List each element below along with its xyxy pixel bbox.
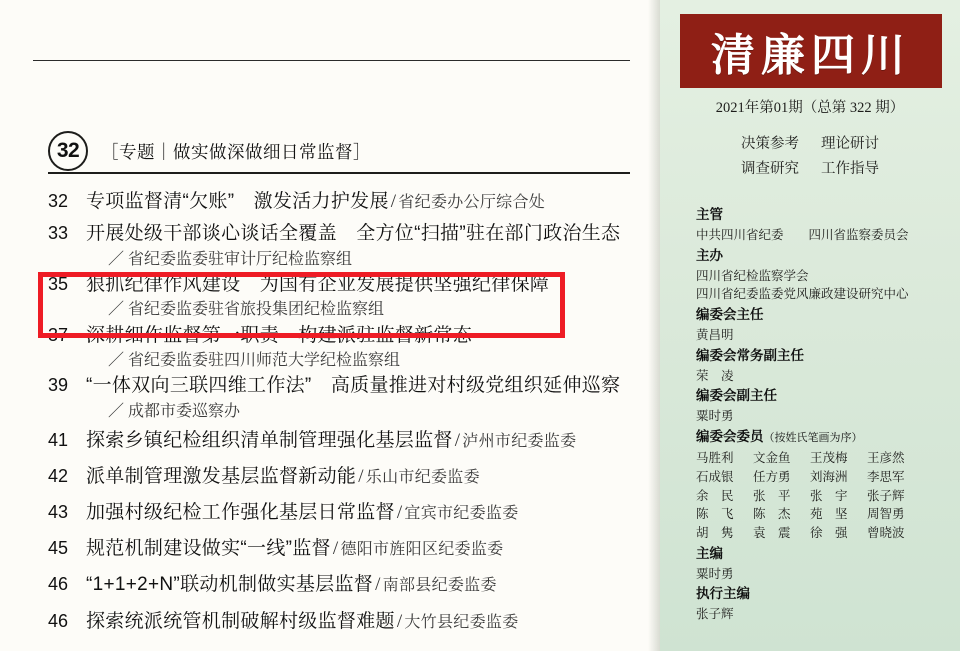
entry-subsource: ／ 省纪委监委驻四川师范大学纪检监察组: [108, 352, 401, 370]
imprint-section: [696, 346, 946, 386]
entry-title: [86, 495, 519, 531]
contents-entry[interactable]: [48, 423, 638, 459]
imprint-name: 陈 杰: [753, 507, 791, 522]
entry-separator: /: [454, 430, 461, 452]
entry-page-number: 41: [48, 430, 69, 451]
imprint-block: [696, 205, 946, 625]
entry-title-text: 狠抓纪律作风建设 为国有企业发展提供坚强纪律保障: [86, 273, 550, 295]
entry-page-number: 35: [48, 273, 69, 294]
entry-subsource: ／ 成都市委巡察办: [108, 402, 241, 420]
entry-title: [86, 604, 519, 640]
imprint-name: 陈 飞: [696, 507, 734, 522]
imprint-name: 张 宇: [810, 488, 848, 503]
column-list: [660, 132, 960, 183]
imprint-name-row: [696, 487, 946, 506]
entry-page-number: 42: [48, 466, 69, 487]
column-name[interactable]: 理论研讨: [821, 136, 879, 152]
column-name[interactable]: 工作指导: [821, 161, 879, 178]
entry-page-number: 37: [48, 324, 69, 345]
imprint-heading-text: 主编: [696, 545, 723, 561]
entry-title: [86, 372, 620, 400]
imprint-heading: [696, 205, 946, 226]
entry-title: [86, 184, 545, 220]
imprint-name: 胡 隽: [696, 526, 734, 541]
entry-title-text: 开展处级干部谈心谈话全覆盖 全方位“扫描”驻在部门政治生态: [86, 223, 621, 245]
section-header: [48, 131, 371, 171]
imprint-heading: [696, 305, 946, 326]
magazine-title: 清廉四川: [711, 31, 911, 80]
masthead-panel: [660, 0, 960, 651]
imprint-name: 任方勇: [753, 469, 791, 484]
imprint-line: 四川省纪委监委党风廉政建设研究中心: [696, 287, 909, 302]
imprint-line: 荣 凌: [696, 368, 734, 383]
section-divider: [48, 172, 630, 174]
imprint-line: 张子辉: [696, 607, 734, 622]
imprint-name-row: [696, 449, 946, 468]
imprint-name: 马胜利: [696, 451, 734, 466]
contents-entry[interactable]: [48, 271, 638, 322]
column-row: [660, 157, 960, 182]
imprint-heading: [696, 584, 946, 605]
imprint-heading-text: 执行主编: [696, 586, 750, 602]
entry-source: 德阳市旌阳区纪委监委: [340, 541, 504, 559]
column-row: [660, 132, 960, 157]
column-name[interactable]: 调查研究: [741, 161, 799, 178]
entry-page-number: 46: [48, 574, 69, 595]
entry-page-number: 45: [48, 538, 69, 559]
issue-line: 2021年第01期（总第 322 期）: [715, 100, 905, 116]
imprint-name: 张子辉: [867, 488, 905, 503]
contents-entry[interactable]: [48, 604, 638, 640]
imprint-section: [696, 544, 946, 584]
imprint-section: [696, 584, 946, 624]
entry-separator: /: [390, 191, 397, 212]
entry-separator: /: [332, 538, 339, 560]
entry-source: 泸州市纪委监委: [462, 433, 577, 451]
imprint-name-row: [696, 468, 946, 487]
entry-title-text: 专项监督清“欠账” 激发活力护发展: [86, 191, 389, 212]
imprint-heading-text: 主管: [696, 207, 723, 222]
imprint-heading-note: （按姓氏笔画为序）: [763, 432, 863, 445]
imprint-section: [696, 386, 946, 426]
entry-title-text: “一体双向三联四维工作法” 高质量推进对村级党组织延伸巡察: [86, 375, 621, 397]
entry-source: 大竹县纪委监委: [404, 613, 519, 631]
entry-title: [86, 531, 503, 567]
imprint-name-grid: [696, 449, 946, 543]
imprint-line: 粟时勇: [696, 409, 734, 424]
entry-title-text: “1+1+2+N”联动机制做实基层监督: [86, 574, 374, 596]
imprint-section: [696, 427, 946, 448]
imprint-line: 中共四川省纪委 四川省监察委员会: [696, 227, 909, 242]
entry-page-number: 39: [48, 375, 69, 396]
imprint-name-row: [696, 524, 946, 543]
imprint-line: 黄昌明: [696, 328, 734, 343]
imprint-name-row: [696, 505, 946, 524]
section-label: ［专题｜做实做深做细日常监督］: [101, 141, 371, 162]
entry-title: [86, 423, 576, 459]
imprint-heading: [696, 246, 946, 267]
imprint-name: 徐 强: [810, 526, 848, 541]
entry-page-number: 33: [48, 223, 69, 244]
entry-title-text: 派单制管理激发基层监督新动能: [86, 466, 357, 488]
imprint-section: [696, 449, 946, 543]
imprint-section: [696, 205, 946, 245]
imprint-name: 余 民: [696, 488, 734, 503]
entry-separator: /: [396, 502, 403, 524]
entry-title-text: 深耕细作监督第一职责 构建派驻监督新常态: [86, 324, 473, 346]
entry-page-number: 32: [48, 191, 69, 211]
imprint-line: 四川省纪检监察学会: [696, 268, 809, 283]
entry-title-text: 探索乡镇纪检组织清单制管理强化基层监督: [86, 430, 453, 452]
entry-title: [86, 459, 480, 495]
entry-separator: /: [375, 574, 381, 596]
imprint-heading: [696, 427, 946, 448]
imprint-name: 张 平: [753, 488, 791, 503]
entry-title: [86, 271, 549, 299]
imprint-heading-text: 编委会副主任: [696, 388, 777, 404]
column-name[interactable]: 决策参考: [741, 136, 799, 152]
imprint-line: 粟时勇: [696, 566, 734, 581]
entry-separator: /: [358, 466, 364, 488]
contents-entry[interactable]: [48, 322, 638, 373]
entry-title-text: 探索统派统管机制破解村级监督难题: [86, 610, 395, 632]
entry-title-text: 规范机制建设做实“一线”监督: [86, 538, 331, 560]
section-number: 32: [48, 131, 88, 171]
imprint-heading: [696, 386, 946, 407]
imprint-name: 周智勇: [867, 507, 905, 522]
imprint-name: 李思军: [867, 469, 905, 484]
imprint-name: 苑 坚: [810, 507, 848, 522]
contents-entry[interactable]: [48, 184, 638, 220]
imprint-heading: [696, 346, 946, 367]
entry-title-text: 加强村级纪检工作强化基层日常监督: [86, 502, 395, 524]
imprint-name: 王彦然: [867, 451, 905, 466]
entry-title: [86, 567, 497, 603]
contents-entry-list: [48, 184, 638, 640]
magazine-masthead: [680, 14, 942, 88]
entry-page-number: 43: [48, 502, 69, 523]
top-divider: [33, 60, 630, 61]
entry-separator: /: [396, 610, 403, 632]
imprint-section: [696, 305, 946, 345]
imprint-name: 刘海洲: [810, 469, 848, 484]
contents-entry[interactable]: [48, 220, 638, 271]
imprint-name: 袁 震: [753, 526, 791, 541]
imprint-name: 石成银: [696, 469, 734, 484]
imprint-heading: [696, 544, 946, 565]
entry-title: [86, 220, 620, 248]
contents-entry[interactable]: [48, 531, 638, 567]
imprint-heading-text: 编委会委员: [696, 429, 764, 445]
contents-entry[interactable]: [48, 372, 638, 423]
imprint-heading-text: 编委会常务副主任: [696, 347, 804, 363]
contents-entry[interactable]: [48, 495, 638, 531]
entry-subsource: ／ 省纪委监委驻省旅投集团纪检监察组: [108, 301, 385, 319]
entry-page-number: 46: [48, 610, 69, 631]
entry-source: 南部县纪委监委: [382, 577, 497, 595]
imprint-section: [696, 246, 946, 304]
entry-subsource: ／ 省纪委监委驻审计厅纪检监察组: [108, 250, 353, 268]
entry-source: 乐山市纪委监委: [365, 469, 480, 487]
imprint-heading-text: 编委会主任: [696, 307, 764, 323]
entry-source: 省纪委办公厅综合处: [398, 194, 546, 211]
contents-entry[interactable]: [48, 459, 638, 495]
imprint-name: 文金鱼: [753, 451, 791, 466]
imprint-name: 王茂梅: [810, 451, 848, 466]
imprint-name: 曾晓波: [867, 526, 905, 541]
imprint-heading-text: 主办: [696, 247, 723, 263]
entry-source: 宜宾市纪委监委: [404, 505, 519, 523]
contents-entry[interactable]: [48, 567, 638, 603]
entry-title: [86, 322, 472, 350]
